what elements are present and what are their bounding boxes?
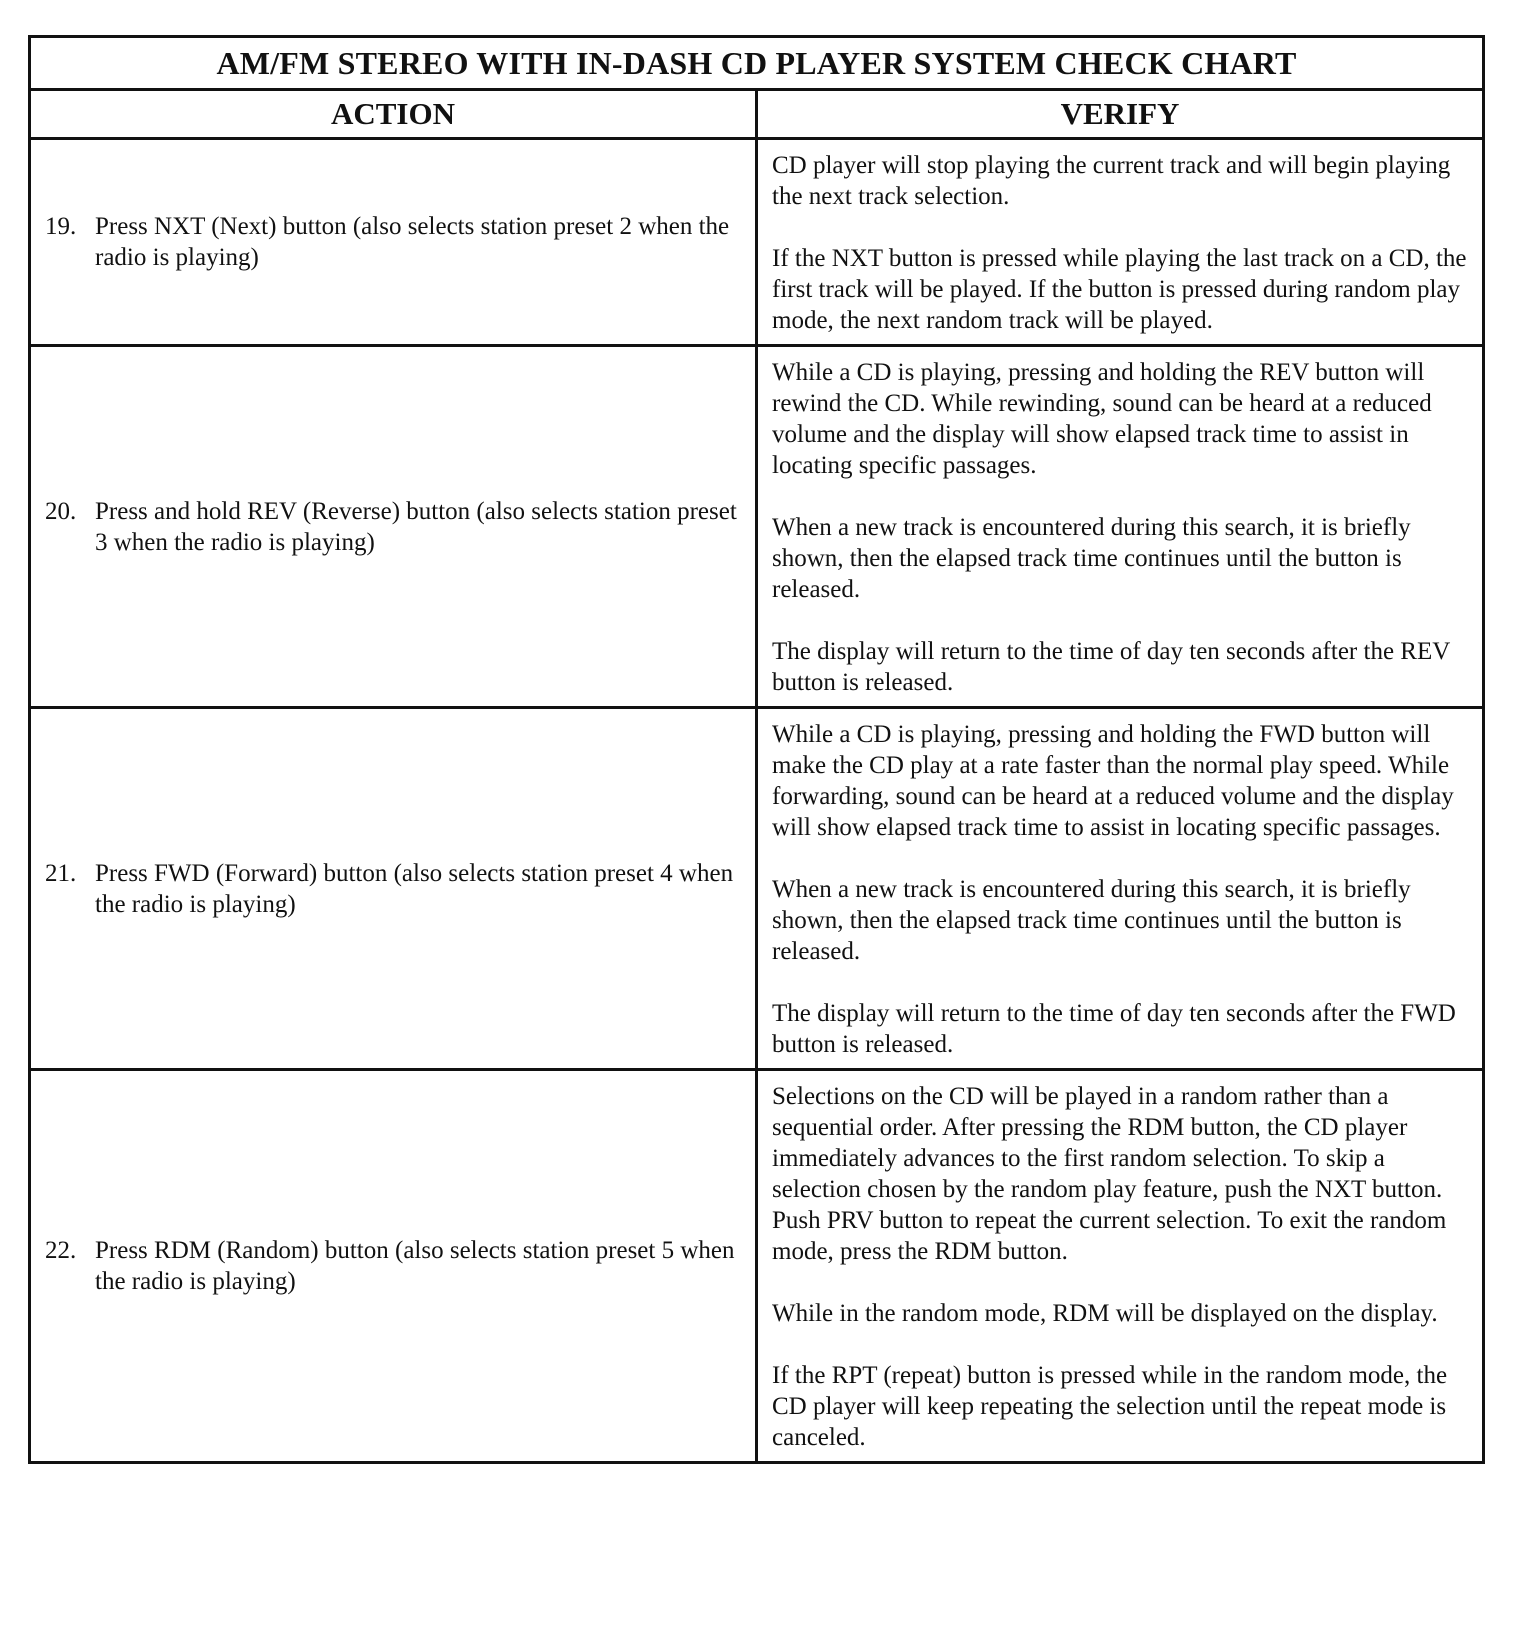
verify-paragraph: If the NXT button is pressed while playing the last track on a CD, the first track will be played. If the button is pressed during random play mode, the next random track will be played. xyxy=(772,245,1467,334)
system-check-chart xyxy=(28,35,1485,1464)
table-row xyxy=(30,1070,1484,1463)
verify-column-header: VERIFY xyxy=(757,90,1484,139)
action-text: Press NXT (Next) button (also selects station preset 2 when the radio is playing) xyxy=(95,213,730,271)
verify-paragraph: The display will return to the time of day ten seconds after the FWD button is released. xyxy=(772,1000,1456,1058)
table-row xyxy=(30,139,1484,346)
action-text: Press and hold REV (Reverse) button (also selects station preset 3 when the radio is playing) xyxy=(95,497,737,556)
verify-paragraph: While in the random mode, RDM will be displayed on the display. xyxy=(772,1300,1438,1327)
header-row xyxy=(30,90,1484,139)
step-number: 20. xyxy=(45,497,77,525)
title-row xyxy=(30,37,1484,90)
action-column-header: ACTION xyxy=(30,90,757,139)
chart-title: AM/FM STEREO WITH IN-DASH CD PLAYER SYSTEM CHECK CHART xyxy=(30,37,1484,90)
action-cell xyxy=(30,139,757,346)
action-cell xyxy=(30,346,757,708)
verify-paragraph: CD player will stop playing the current track and will begin playing the next track selection. xyxy=(772,152,1451,210)
verify-paragraph: When a new track is encountered during this search, it is briefly shown, then the elapsed track time continues until the button is released. xyxy=(772,514,1411,603)
action-cell xyxy=(30,708,757,1070)
table-row xyxy=(30,708,1484,1070)
verify-cell xyxy=(757,139,1484,346)
step-number: 21. xyxy=(45,859,77,887)
verify-cell xyxy=(757,1070,1484,1463)
action-text: Press FWD (Forward) button (also selects station preset 4 when the radio is playing) xyxy=(95,859,734,918)
verify-paragraph: When a new track is encountered during this search, it is briefly shown, then the elapsed track time continues until the button is released. xyxy=(772,876,1411,965)
step-number: 22. xyxy=(45,1237,77,1264)
verify-paragraph: The display will return to the time of day ten seconds after the REV button is released. xyxy=(772,638,1450,696)
verify-paragraph: If the RPT (repeat) button is pressed while in the random mode, the CD player will keep repeating the selection until the repeat mode is canceled. xyxy=(772,1362,1448,1451)
verify-paragraph: While a CD is playing, pressing and holding the FWD button will make the CD play at a rate faster than the normal play speed. While forwarding, sound can be heard at a reduced volume and the display will show elapsed track time to assist in locating specific passages. xyxy=(772,721,1454,841)
verify-cell xyxy=(757,708,1484,1070)
action-cell xyxy=(30,1070,757,1463)
verify-cell xyxy=(757,346,1484,708)
table-row xyxy=(30,346,1484,708)
verify-paragraph: While a CD is playing, pressing and holding the REV button will rewind the CD. While rewinding, sound can be heard at a reduced volume and the display will show elapsed track time to assist in locating specific passages. xyxy=(772,359,1432,479)
verify-paragraph: Selections on the CD will be played in a random rather than a sequential order. After pressing the RDM button, the CD player immediately advances to the first random selection. To skip a selection chosen by the random play feature, push the NXT button. Push PRV button to repeat the current selection. To exit the random mode, press the RDM button. xyxy=(772,1083,1447,1265)
action-text: Press RDM (Random) button (also selects station preset 5 when the radio is playing) xyxy=(95,1237,735,1295)
step-number: 19. xyxy=(45,213,77,240)
